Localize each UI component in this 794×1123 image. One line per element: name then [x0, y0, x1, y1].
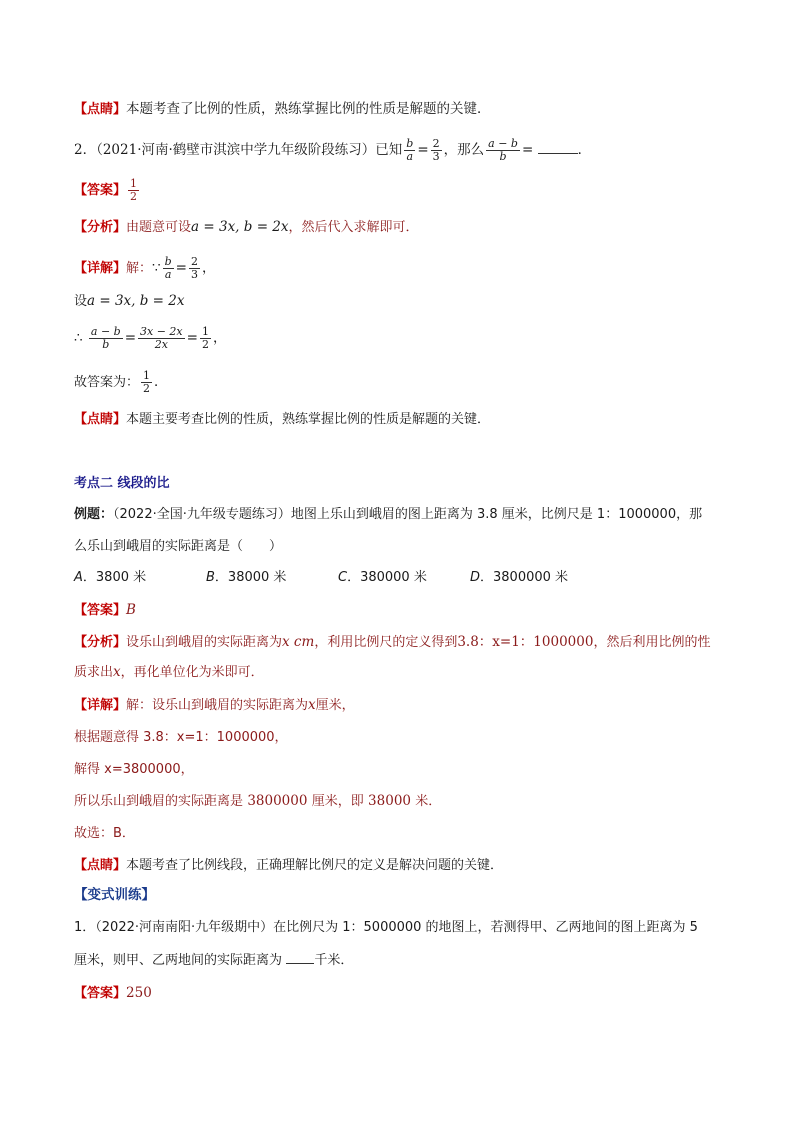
section-2-title — [74, 474, 170, 493]
analysis-text-a: 设乐山到峨眉的实际距离为 — [126, 635, 283, 650]
detail-label: 【详解】 — [74, 261, 127, 276]
q2-therefore-line — [74, 326, 226, 351]
q2-answer-blank — [538, 140, 578, 154]
q2-fraction-2-over-3: $\frac{2}{3}$ — [432, 137, 440, 163]
example-detail-line-3 — [74, 760, 194, 779]
example-detail-line-2 — [74, 728, 288, 747]
detail-text-4a: 所以乐山到峨眉的实际距离是 — [74, 794, 244, 809]
detail-text-4e: 米． — [415, 794, 442, 809]
example-comment-text: 本题考查了比例线段，正确理解比例尺的定义是解决问题的关键． — [126, 858, 504, 873]
q2-analysis-expr: a = 3x, b = 2x — [191, 219, 289, 235]
analysis-ratio: 3.8：x=1：1000000 — [457, 634, 594, 650]
q2-final-end: ． — [154, 374, 168, 390]
q2-comment-line — [74, 410, 490, 429]
q2-detail-eq: = — [175, 260, 187, 276]
variant-q1-text-1: 1．（2022·河南南阳·九年级期中）在比例尺为 1：5000000 的地图上，若测得甲、乙两地间的图上距离为 5 — [74, 920, 698, 935]
example-analysis-line-2 — [74, 663, 264, 682]
q2-comment-text: 本题主要考查比例的性质，熟练掌握比例的性质是解题的关键． — [126, 412, 491, 427]
answer-label: 【答案】 — [74, 986, 127, 1001]
option-d: D．3800000 米 — [470, 570, 569, 585]
q2-detail-fraction-1: $\frac{b}{a}$ — [164, 255, 172, 281]
detail-text-3: 解得 x=3800000， — [74, 762, 194, 777]
example-answer-line — [74, 601, 136, 620]
comment-label: 【点睛】 — [74, 102, 127, 117]
variant-q1-line-2 — [74, 950, 353, 970]
detail-text-2: 根据题意得 3.8：x=1：1000000， — [74, 730, 288, 745]
example-comment-line — [74, 856, 503, 875]
q2-answer-fraction: $\frac{1}{2}$ — [130, 177, 138, 203]
q2-detail-line — [74, 256, 215, 281]
detail-label: 【详解】 — [74, 698, 127, 713]
analysis-var: x cm — [282, 634, 315, 650]
option-b: B．38000 米 — [206, 570, 287, 585]
q2-equals-2: = — [521, 142, 534, 158]
example-analysis-line-1 — [74, 633, 710, 652]
q2-t-fraction-2: $\frac{3x - 2x}{2x}$ — [140, 325, 183, 351]
q2-final-fraction: $\frac{1}{2}$ — [143, 369, 151, 395]
example-text-2: 么乐山到峨眉的实际距离是（ ） — [74, 539, 283, 554]
q2-t-comma: ， — [212, 330, 227, 346]
example-detail-line-4 — [74, 792, 441, 811]
q2-fraction-a-minus-b-over-b: $\frac{a - b}{b}$ — [488, 137, 518, 163]
q2-detail-comma: ， — [201, 260, 216, 276]
q2-final-pre: 故答案为： — [74, 375, 140, 390]
q2-end: ． — [577, 142, 592, 158]
q2-detail-pre: 解： — [126, 261, 153, 276]
q2-t-fraction-1: $\frac{a - b}{b}$ — [90, 325, 121, 351]
q2-set-expr: a = 3x, b = 2x — [87, 293, 185, 309]
analysis-text-b: ，利用比例尺的定义得到 — [314, 635, 458, 650]
analysis-text-2a: 质求出 — [74, 665, 114, 680]
example-text-1: （2022·全国·九年级专题练习）地图上乐山到峨眉的图上距离为 3.8 厘米，比例尺是 1：1000000，那 — [113, 507, 703, 522]
comment-label: 【点睛】 — [74, 858, 127, 873]
q2-mid-text: ，那么 — [443, 142, 485, 158]
detail-value-cm: 3800000 — [247, 793, 308, 809]
analysis-label: 【分析】 — [74, 635, 127, 650]
analysis-text-d: ，然后利用比例的性 — [593, 635, 711, 650]
analysis-label: 【分析】 — [74, 220, 127, 235]
section-title: 考点二 线段的比 — [74, 476, 170, 491]
detail-text-1b: 厘米， — [315, 698, 355, 713]
example-label: 例题： — [74, 507, 114, 522]
variant-heading — [74, 886, 155, 904]
q2-fraction-b-over-a: $\frac{b}{a}$ — [406, 137, 414, 163]
example-line-1 — [74, 505, 702, 524]
variant-q1-answer-line — [74, 984, 152, 1003]
q2-stem-prefix: 2．（2021·河南·鹤壁市淇滨中学九年级阶段练习）已知 — [74, 142, 403, 158]
detail-text-1a: 解：设乐山到峨眉的实际距离为 — [126, 698, 309, 713]
q2-t-eq1: = — [124, 330, 137, 346]
answer-label: 【答案】 — [74, 603, 127, 618]
q2-t-eq2: = — [186, 330, 198, 346]
q2-analysis-line — [74, 218, 419, 237]
variant-q1-answer-value: 250 — [126, 985, 152, 1001]
q2-set-text: 设 — [74, 294, 88, 309]
analysis-text-2b: ，再化单位化为米即可． — [120, 665, 264, 680]
option-a: A．3800 米 — [74, 570, 147, 585]
variant-q1-text-2a: 厘米，则甲、乙两地间的实际距离为 — [74, 953, 283, 968]
q2-t-fraction-3: $\frac{1}{2}$ — [201, 325, 209, 351]
example-line-2 — [74, 537, 282, 556]
example-detail-line-1 — [74, 696, 355, 715]
q2-answer-line — [74, 178, 141, 203]
detail-value-m: 38000 — [368, 793, 411, 809]
option-c: C．380000 米 — [338, 570, 427, 585]
detail-text-4c: 厘米，即 — [311, 794, 364, 809]
therefore-symbol: ∴ — [74, 330, 83, 346]
options-row — [74, 569, 602, 587]
comment-label: 【点睛】 — [74, 412, 127, 427]
detail-text-5: 故选：B． — [74, 826, 135, 841]
analysis-var-2: x — [113, 664, 121, 680]
q2-final-line — [74, 370, 168, 395]
example-answer-value: B — [126, 602, 136, 618]
question-2-stem — [74, 138, 591, 163]
variant-q1-text-2b: 千米． — [314, 953, 354, 968]
q2-analysis-post: ，然后代入求解即可． — [288, 220, 419, 235]
because-symbol: ∵ — [152, 260, 161, 276]
comment-line-1 — [74, 100, 491, 119]
variant-q1-line-1 — [74, 918, 698, 937]
q2-analysis-pre: 由题意可设 — [126, 220, 192, 235]
q2-set-line — [74, 292, 184, 311]
answer-label: 【答案】 — [74, 183, 127, 198]
variant-label: 【变式训练】 — [74, 887, 155, 903]
variant-q1-answer-blank — [286, 950, 314, 964]
detail-var-1: x — [308, 697, 316, 713]
example-detail-line-5 — [74, 824, 135, 843]
q2-detail-fraction-2: $\frac{2}{3}$ — [190, 255, 198, 281]
comment-text: 本题考查了比例的性质，熟练掌握比例的性质是解题的关键． — [126, 101, 491, 117]
q2-equals-1: = — [417, 142, 429, 158]
